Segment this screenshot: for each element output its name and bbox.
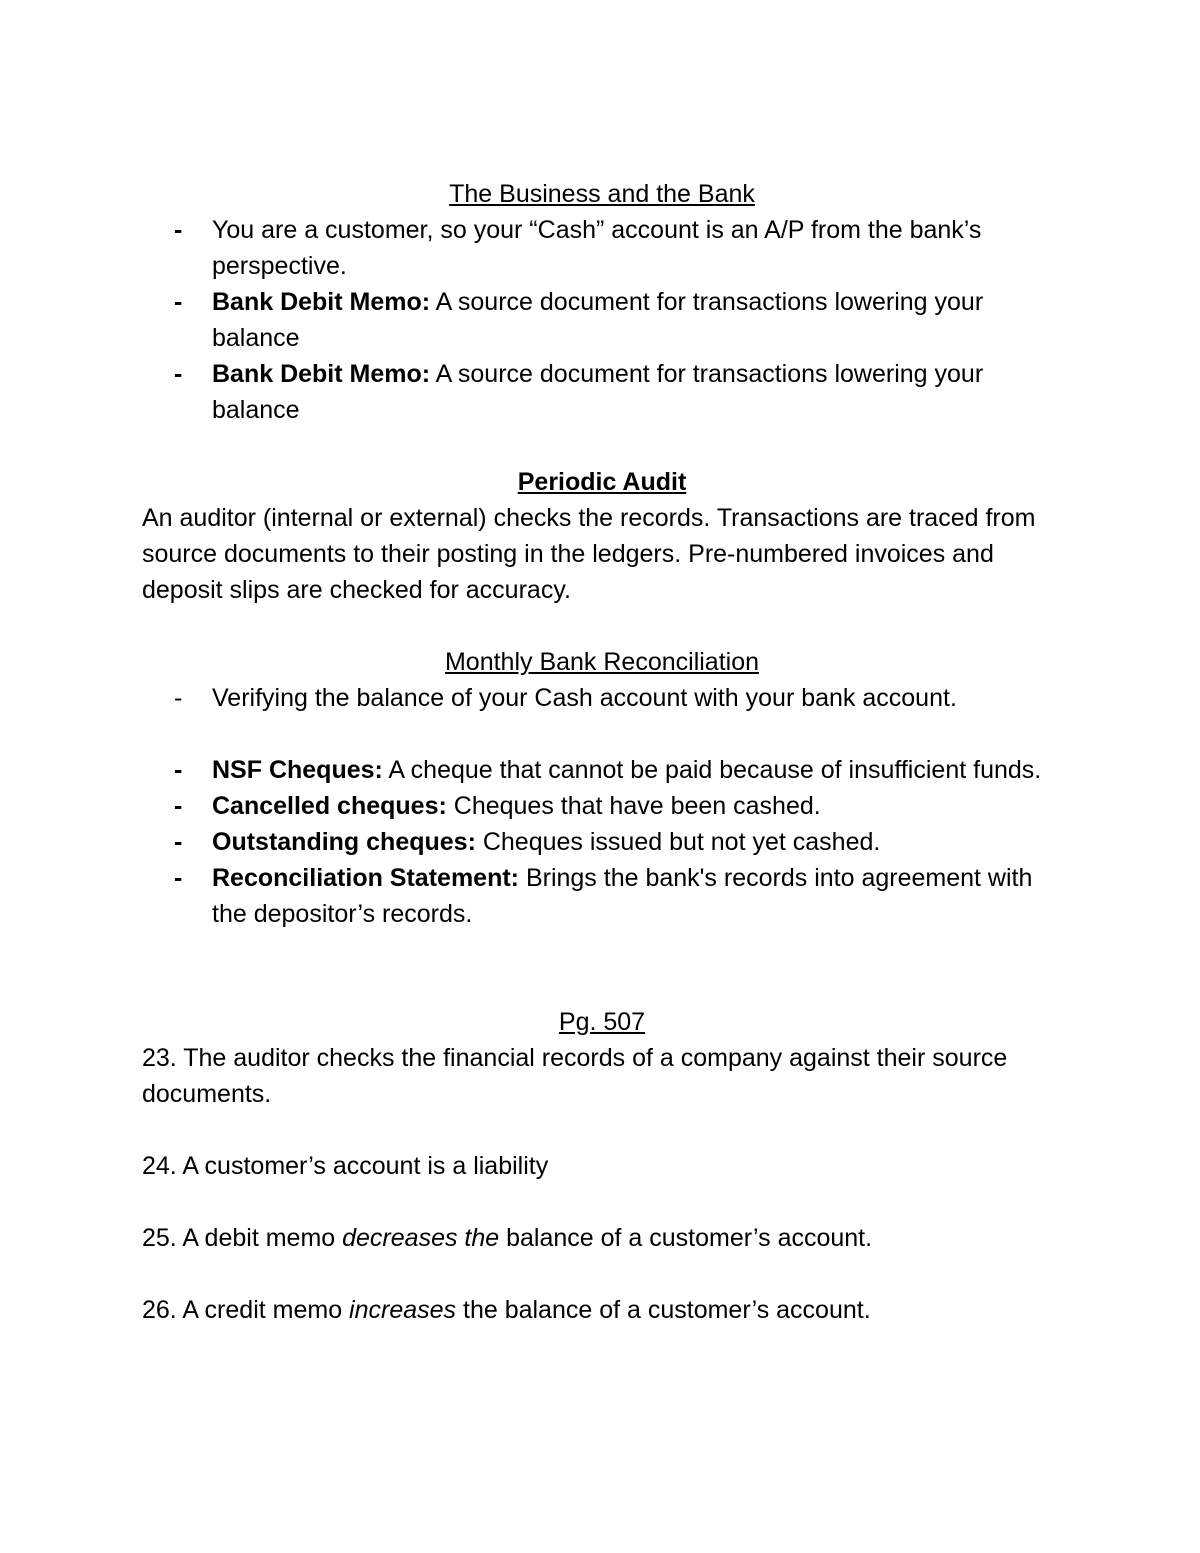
answer-26 [142, 1292, 1062, 1328]
list-item-text: Cheques that have been cashed. [446, 792, 821, 820]
spacer [142, 608, 1062, 644]
spacer [142, 716, 1062, 752]
list-item [142, 824, 1062, 860]
section-title-business-bank: The Business and the Bank [449, 180, 755, 208]
section-title-bank-reconciliation: Monthly Bank Reconciliation [444, 648, 760, 676]
section-title-page-ref: Pg. 507 [558, 1008, 646, 1036]
answer-25 [142, 1220, 1062, 1256]
list-item [142, 752, 1062, 788]
dash-bullet: - [174, 792, 183, 820]
answer-25-italic: decreases the [342, 1224, 500, 1252]
list-item [142, 860, 1062, 932]
list-item-text: A source document for transactions lowering your balance [212, 360, 984, 424]
list-item-term: Bank Debit Memo: [212, 360, 431, 388]
list-item [142, 212, 1062, 284]
list-item-text: Brings the bank's records into agreement with the depositor’s records. [212, 864, 1033, 928]
list-item [142, 284, 1062, 356]
answer-26-lead: 26. A credit memo [142, 1296, 350, 1324]
answer-25-lead: 25. A debit memo [142, 1224, 343, 1252]
section-title-periodic-audit: Periodic Audit [517, 468, 687, 496]
spacer [142, 1112, 1062, 1148]
dash-bullet: - [174, 864, 183, 892]
spacer [142, 428, 1062, 464]
reconciliation-intro-list [142, 680, 1062, 716]
answer-26-tail: the balance of a customer’s account. [456, 1296, 871, 1324]
list-item [142, 788, 1062, 824]
dash-bullet: - [174, 684, 183, 712]
list-item [142, 680, 1062, 716]
reconciliation-terms-list [142, 752, 1062, 932]
list-item-term: Reconciliation Statement: [212, 864, 519, 892]
list-item-text: A cheque that cannot be paid because of insufficient funds. [382, 756, 1042, 784]
list-item-term: Cancelled cheques: [212, 792, 447, 820]
dash-bullet: - [174, 216, 183, 244]
answer-25-tail: balance of a customer’s account. [499, 1224, 873, 1252]
dash-bullet: - [174, 288, 183, 316]
spacer [142, 1184, 1062, 1220]
business-bank-list [142, 212, 1062, 428]
answer-24: 24. A customer’s account is a liability [142, 1152, 549, 1180]
dash-bullet: - [174, 828, 183, 856]
list-item-text: Cheques issued but not yet cashed. [475, 828, 881, 856]
list-item-text: You are a customer, so your “Cash” account is an A/P from the bank’s perspective. [212, 216, 982, 280]
list-item-term: NSF Cheques: [212, 756, 383, 784]
list-item-text: A source document for transactions lowering your balance [212, 288, 984, 352]
periodic-audit-paragraph: An auditor (internal or external) checks the records. Transactions are traced from source documents to their posting in the ledgers. Pre-numbered invoices and deposit slips are checked for accuracy. [142, 504, 1036, 604]
dash-bullet: - [174, 756, 183, 784]
document-body [142, 176, 1062, 1328]
list-item-term: Bank Debit Memo: [212, 288, 431, 316]
list-item-text: Verifying the balance of your Cash account with your bank account. [212, 684, 957, 712]
list-item-term: Outstanding cheques: [212, 828, 476, 856]
dash-bullet: - [174, 360, 183, 388]
answer-26-italic: increases [349, 1296, 457, 1324]
spacer [142, 932, 1062, 1004]
list-item [142, 356, 1062, 428]
spacer [142, 1256, 1062, 1292]
answer-23: 23. The auditor checks the financial records of a company against their source documents. [142, 1044, 1008, 1108]
